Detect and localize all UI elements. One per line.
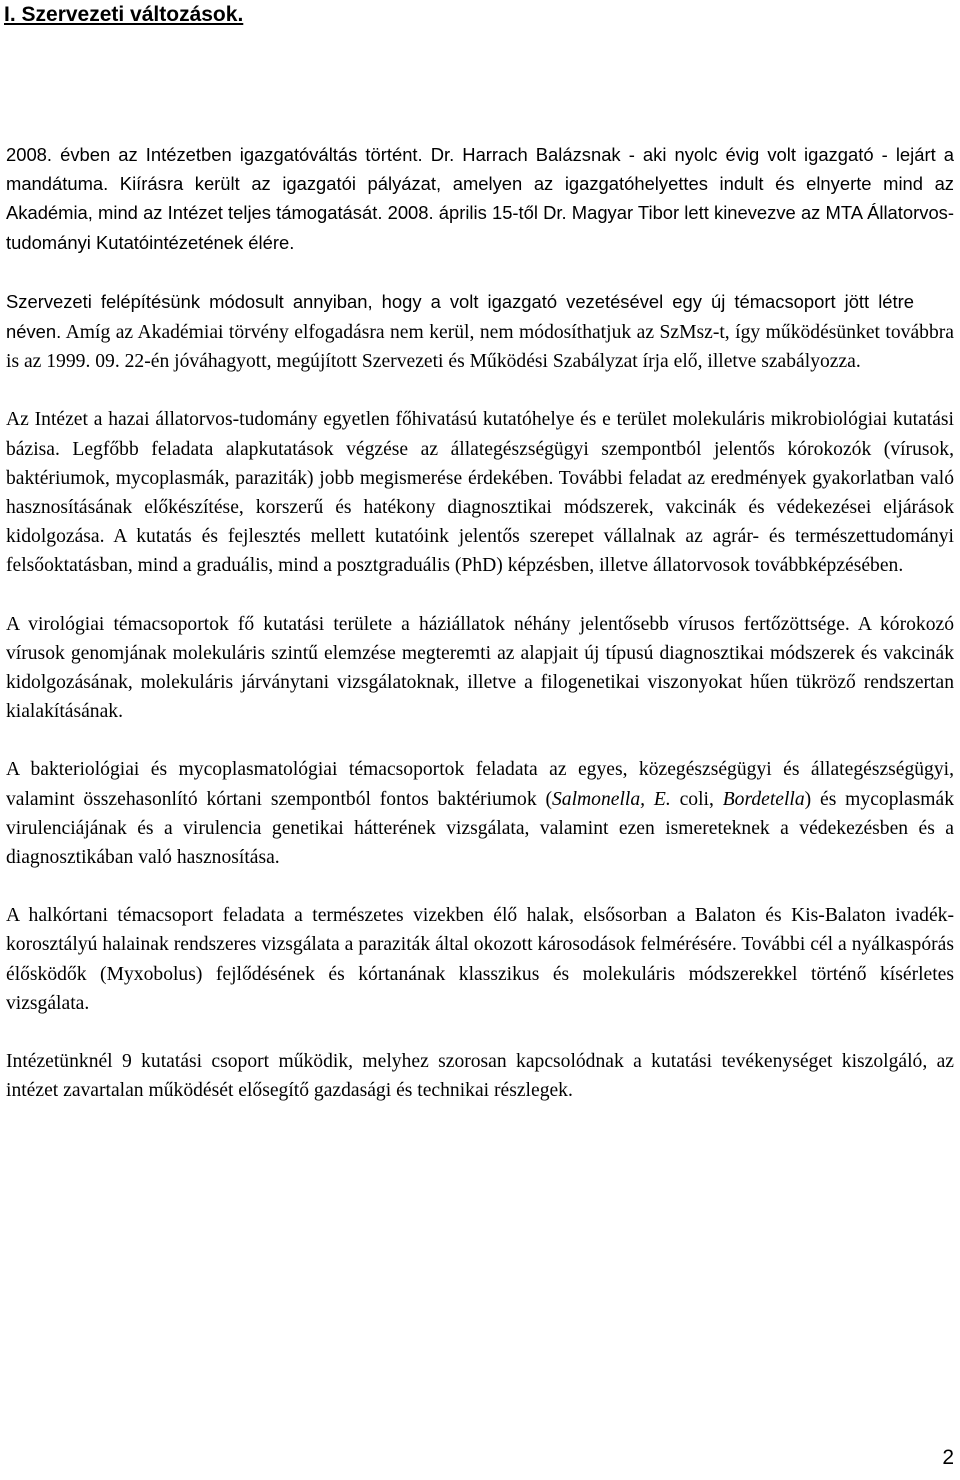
paragraph-fish-pathology: A halkórtani témacsoport feladata a természetes vizekben élő halak, elsősorban a Balaton és Kis-Balaton ivadék-korosztályú halainak rendszeres vizsgálata a paraziták által okozott károsodások felmérésére. További cél a nyálkaspórás élősködők (Myxobolus) fejlődésének és kórtanának klasszikus és molekuláris módszerekkel történő kísérletes vizsgálata. (6, 905, 954, 1014)
coli-text: coli, (670, 788, 723, 810)
paragraph-bacteriology (6, 755, 954, 872)
section-title: I. Szervezeti változások. (4, 3, 244, 26)
paragraph-organization-sans-lead: Szervezeti felépítésünk módosult annyiban, hogy a volt igazgató vezetésével egy új témacsoport jött létre (6, 290, 914, 312)
paragraph-institute-mission: Az Intézet a hazai állatorvos-tudomány egyetlen főhivatású kutatóhelye és e terület molekuláris mikrobiológiai kutatási bázisa. Legfőbb feladata alapkutatások végzése az állategészségügyi szempontból jelentős kórokozók (vírusok, baktériumok, mycoplasmák, paraziták) jobb megismerése érdekében. További feladat az eredmények gyakorlatban való hasznosításának előkészítése, korszerű és hatékony diagnosztikai módszerek, vakcinák és védekezései eljárások kidolgozása. A kutatás és fejlesztés mellett kutatóink jelentős szerepet vállalnak az agrár- és természettudományi felsőoktatásban, mind a graduális, mind a posztgraduális (PhD) képzésben, illetve állatorvosok továbbképzésében. (6, 409, 954, 577)
bacteriology-tail: ) és mycoplasmák virulenciájának és a virulencia genetikai hátterének vizsgálata, valamint ezen ismereteknek a védekezésben és a diagnosztikában való hasznosítása. (6, 788, 955, 869)
paragraph-director-change: 2008. évben az Intézetben igazgatóváltás történt. Dr. Harrach Balázsnak - aki nyolc évig volt igazgató - lejárt a mandátuma. Kiírásra került az igazgatói pályázat, amelyen az igazgatóhelyettes indult és elnyerte mind az Akadémia, mind az Intézet teljes támogatását. 2008. április 15-től Dr. Magyar Tibor lett kinevezve az MTA Állatorvos-tudományi Kutatóintézetének élére. (6, 144, 954, 253)
paragraph-research-groups: Intézetünknél 9 kutatási csoport működik, melyhez szorosan kapcsolódnak a kutatási tevékenységet kiszolgáló, az intézet zavartalan működését elősegítő gazdasági és technikai részlegek. (6, 1051, 954, 1102)
paragraph-organization (6, 287, 954, 377)
paragraph-organization-serif: Amíg az Akadémiai törvény elfogadásra nem kerül, nem módosíthatjuk az SzMsz-t, így működésünket továbbra is az 1999. 09. 22-én jóváhagyott, megújított Szervezeti és Működési Szabályzat írja elő, illetve szabályozza. (6, 322, 954, 373)
bacteriology-lead: A bakteriológiai és mycoplasmatológiai témacsoportok feladata az egyes, közegészségügyi és állategészségügyi, valamint összehasonlító kórtani szempontból fontos baktériumok ( (6, 759, 954, 810)
italic-bordetella: Bordetella (722, 788, 805, 810)
paragraph-virology: A virológiai témacsoportok fő kutatási területe a háziállatok néhány jelentősebb vírusos fertőzöttsége. A kórokozó vírusok genomjának molekuláris szintű elemzése megteremti az alapjait új típusú diagnosztikai módszerek és vakcinák kidolgozásának, molekuláris járványtani vizsgálatoknak, illetve a filogenetikai viszonyokat hűen tükröző rendszertan kialakításának. (6, 613, 954, 723)
italic-salmonella: Salmonella, E. (551, 788, 671, 810)
page-number: 2 (942, 1446, 954, 1469)
document-body (6, 140, 954, 1134)
paragraph-organization-sans-after-gap: néven. (6, 321, 62, 343)
